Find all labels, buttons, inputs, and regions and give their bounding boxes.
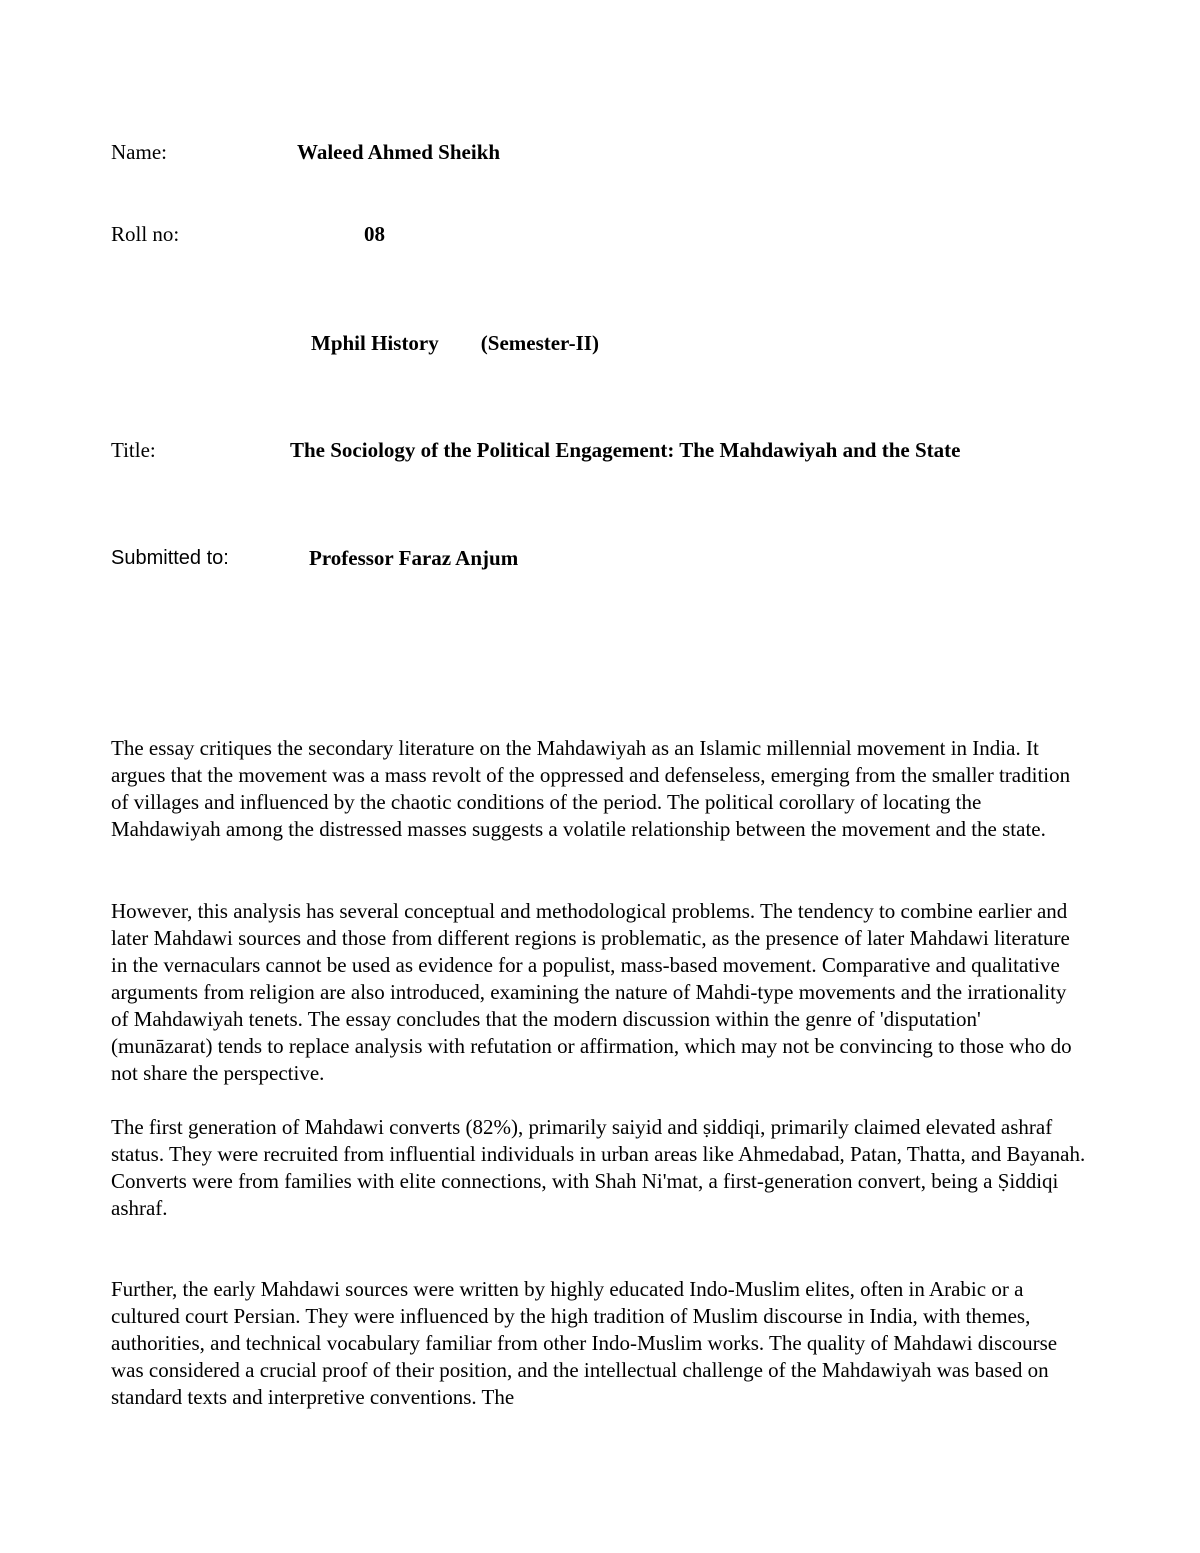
abstract-paragraph: The essay critiques the secondary literature on the Mahdawiyah as an Islamic millennial movement in India. It argues that the movement was a mass revolt of the oppressed and defenseless, emerging from the smaller tradition of villages and influenced by the chaotic conditions of the period. The political corollary of locating the Mahdawiyah among the distressed masses suggests a volatile relationship between the movement and the state. bbox=[111, 736, 1071, 841]
roll-label: Roll no: bbox=[111, 222, 180, 246]
program-name: Mphil History bbox=[311, 331, 439, 355]
name-label: Name: bbox=[111, 140, 167, 164]
title-value: The Sociology of the Political Engagement: The Mahdawiyah and the State bbox=[290, 438, 961, 462]
roll-value: 08 bbox=[364, 222, 385, 246]
name-value: Waleed Ahmed Sheikh bbox=[297, 140, 501, 164]
submitted-to-value: Professor Faraz Anjum bbox=[309, 546, 519, 570]
program-line bbox=[311, 331, 599, 356]
body-paragraph: The first generation of Mahdawi converts (82%), primarily saiyid and ṣiddiqi, primarily claimed elevated ashraf status. They were recruited from influential individuals in urban areas like Ahmedabad, Patan, Thatta, and Bayanah. Converts were from families with elite connections, with Shah Ni'mat, a first-generation convert, being a Ṣiddiqi ashraf. bbox=[111, 1115, 1086, 1220]
body-paragraph: Further, the early Mahdawi sources were written by highly educated Indo-Muslim elites, often in Arabic or a cultured court Persian. They were influenced by the high tradition of Muslim discourse in India, with themes, authorities, and technical vocabulary familiar from other Indo-Muslim works. The quality of Mahdawi discourse was considered a crucial proof of their position, and the intellectual challenge of the Mahdawiyah was based on standard texts and interpretive conventions. The bbox=[111, 1277, 1058, 1409]
body-paragraph: However, this analysis has several conceptual and methodological problems. The tendency to combine earlier and later Mahdawi sources and those from different regions is problematic, as the presence of later Mahdawi literature in the vernaculars cannot be used as evidence for a populist, mass-based movement. Comparative and qualitative arguments from religion are also introduced, examining the nature of Mahdi-type movements and the irrationality of Mahdawiyah tenets. The essay concludes that the modern discussion within the genre of 'disputation' (munāzarat) tends to replace analysis with refutation or affirmation, which may not be convincing to those who do not share the perspective. bbox=[111, 899, 1072, 1085]
semester: (Semester-II) bbox=[480, 331, 599, 355]
title-label: Title: bbox=[111, 438, 156, 462]
submitted-to-label: Submitted to: bbox=[111, 547, 229, 569]
